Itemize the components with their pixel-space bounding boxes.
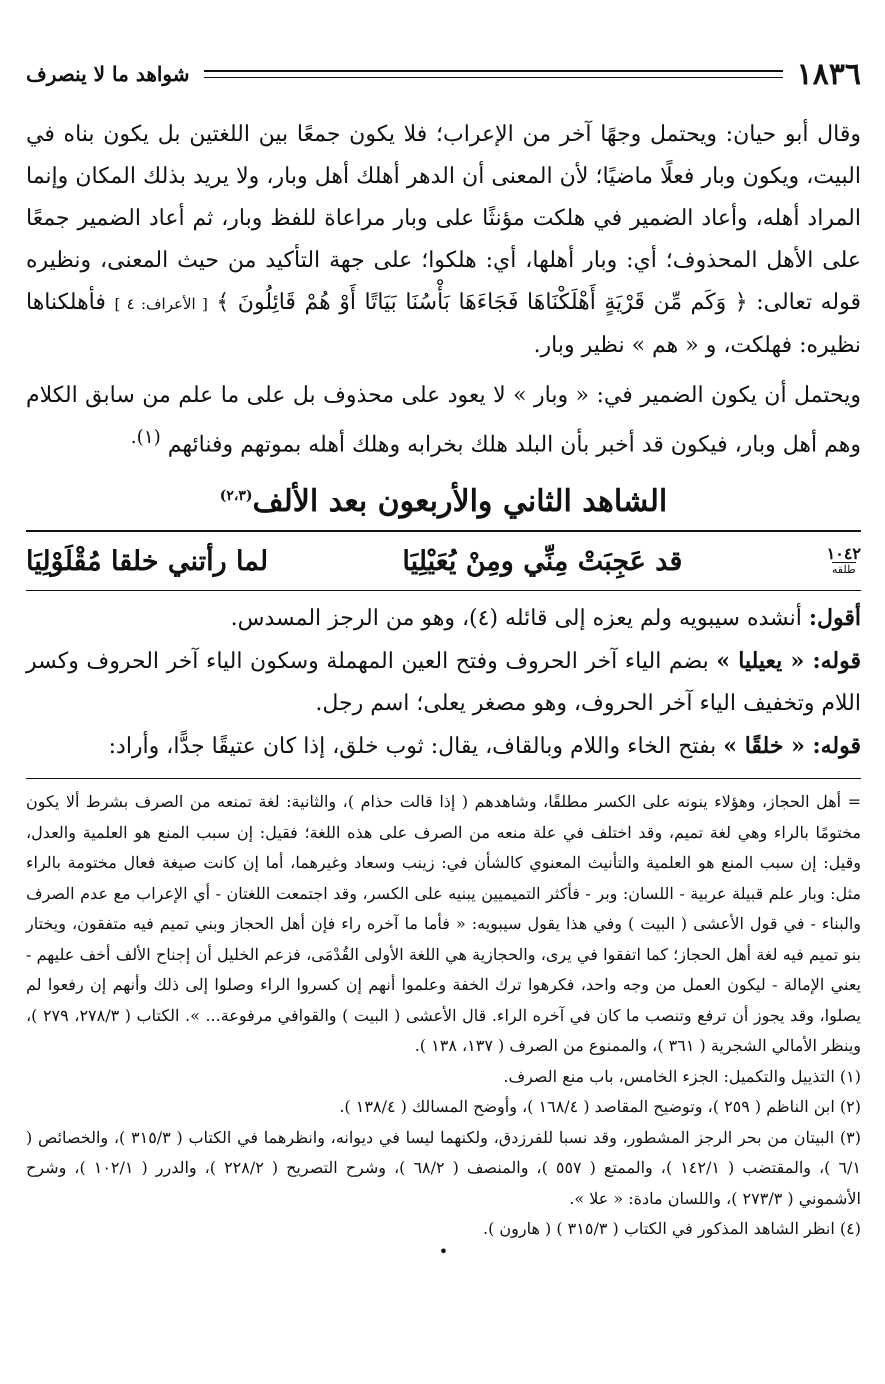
verse-bottom-rule	[26, 590, 861, 591]
footnote-continuation: = أهل الحجاز، وهؤلاء ينونه على الكسر مطلقًا، وشاهدهم ( إذا قالت حذام )، والثانية: لغة تمنعه من الصرف بشرط ألا يكون مختومًا بالراء وهي لغة تميم، وقد اختلف في علة منعه من الصرف على هذه اللغة؛ فقيل: إن سبب المنع هو العلمية والعدل، وقيل: إن سبب المنع هو العلمية والتأنيث المعنوي كالشأن في: زينب وسعاد وغيرهما، أما إن كانت صيغة فعال مختومة بالراء مثل: وبار علم قبيلة عربية - اللسان: وبر - فأكثر التميميين يبنيه على الكسر، وقد اجتمعت اللغتان - أي الإعراب مع عدم الصرف والبناء - في قول الأعشى ( البيت ) وفي هذا يقول سيبويه: « فأما ما آخره راء فإن أهل الحجاز وبني تميم فيه متفقون، ويختار بنو تميم فيه لغة أهل الحجاز؛ كما اتفقوا في يرى، والحجازية هي اللغة الأولى القُدْمَى، فزعم الخليل أن إجناح الألف أخف عليهم - يعني الإمالة - ليكون العمل من وجه واحد، فكرهوا ترك الخفة وعلموا أنهم إن كسروا الراء وصلوا إلى ذلك وأنهم إن رفعوا لم يصلوا، وقد يجوز أن ترفع وتنصب ما كان في آخره الراء. قال الأعشى ( البيت ) والقوافي مرفوعة... ». الكتاب ( ٢٧٨/٣، ٢٧٩ )، وينظر الأمالي الشجرية ( ٣٦١ )، والممنوع من الصرف ( ١٣٧، ١٣٨ ).	[26, 792, 862, 1056]
verse-meter: طلقه	[831, 562, 856, 576]
footnote-4: (٤) انظر الشاهد المذكور في الكتاب ( ٣١٥/٣ ) ( هارون ).	[482, 1219, 861, 1239]
section-heading	[26, 474, 861, 524]
book-page	[26, 0, 861, 1384]
commentary-text: بفتح الخاء واللام وبالقاف، يقال: ثوب خلق، إذا كان عتيقًا جدًّا، وأراد:	[108, 734, 717, 760]
footnotes-rule	[26, 778, 861, 779]
paragraph-text: ويحتمل أن يكون الضمير في: « وبار » لا يعود على محذوف بل على ما علم من سابق الكلام وهم أهل وبار، فيكون قد أخبر بأن البلد هلك بخرابه وهلك أهله بموتهم وفنائهم	[26, 383, 861, 458]
paragraph-gap	[26, 367, 861, 375]
section-title: الشاهد الثاني والأربعون بعد الألف	[252, 484, 668, 520]
quran-reference: [ الأعراف: ٤ ]	[114, 295, 208, 313]
paragraph-text-end: فأهلكناها نظيره: فهلكت، و « هم » نظير وبار.	[26, 290, 861, 358]
section-footnote-markers: (٢،٣)	[219, 488, 253, 505]
paragraph-abu-hayyan	[26, 114, 861, 367]
commentary-label: قوله: « خلقًا »	[723, 733, 861, 760]
footnote-marker: (١).	[130, 427, 161, 448]
commentary-label: أقول:	[808, 605, 861, 632]
footnotes	[26, 787, 861, 1245]
quran-verse: ﴿ وَكَم مِّن قَرْيَةٍ أَهْلَكْنَاهَا فَجَاءَهَا بَأْسُنَا بَيَاتًا أَوْ هُمْ قَائِلُونَ ﴾	[216, 290, 748, 315]
commentary-aqul	[26, 597, 861, 640]
running-title: شواهد ما لا ينصرف	[26, 62, 190, 86]
commentary-yuayliya	[26, 640, 861, 725]
commentary-label: قوله: « يعيليا »	[716, 648, 861, 675]
verse-number-block	[826, 543, 861, 577]
commentary-text: أنشده سيبويه ولم يعزه إلى قائله (٤)، وهو من الرجز المسدس.	[230, 606, 802, 632]
footnote-3: (٣) البيتان من بحر الرجز المشطور، وقد نسبا للفرزدق، ولكنهما ليسا في ديوانه، وانظرهما في الكتاب ( ٣١٥/٣ )، والخصائص ( ٦/١ )، والمقتضب ( ١٤٢/١ )، والممتع ( ٥٥٧ )، والمنصف ( ٦٨/٢ )، وشرح التصريح ( ٢٢٨/٢ )، والدرر ( ١٠٢/١ )، وشرح الأشموني ( ٢٧٣/٣ )، واللسان مادة: « علا ».	[26, 1127, 862, 1208]
verse-number: ١٠٤٢	[826, 543, 861, 563]
footnote-2: (٢) ابن الناظم ( ٢٥٩ )، وتوضيح المقاصد ( ١٦٨/٤ )، وأوضح المسالك ( ١٣٨/٤ ).	[339, 1097, 861, 1117]
paragraph-second-reading	[26, 375, 861, 466]
main-text	[26, 114, 861, 1259]
paragraph-text: وقال أبو حيان: ويحتمل وجهًا آخر من الإعراب؛ فلا يكون جمعًا بين اللغتين بل يكون بناه في البيت، ويكون وبار فعلًا ماضيًا؛ لأن المعنى أن الدهر أهلك أهل وبار، ولا يريد بذلك المكان وإنما المراد أهله، وأعاد الضمير في هلكت مؤنثًا على وبار مراعاة للفظ وبار، ثم أعاد الضمير جمعًا على الأهل المحذوف؛ أي: وبار أهلها، أي: هلكوا؛ على جهة التأكيد من حيث المعنى، ونظيره قوله تعالى:	[26, 122, 862, 315]
verse-second-hemistich: لما رأتني خلقا مُقْلَوْلِيَا	[26, 545, 269, 577]
poetry-verse	[26, 532, 861, 590]
page-number: ١٨٣٦	[796, 56, 861, 92]
commentary-text: بضم الياء آخر الحروف وفتح العين المهملة وسكون الياء آخر الحروف وكسر اللام وتخفيف الياء آخر الحروف، وهو مصغر يعلى؛ اسم رجل.	[26, 649, 861, 717]
page-dot: •	[438, 1241, 449, 1261]
commentary-khalaqan	[26, 725, 861, 768]
footnote-1: (١) التذييل والتكميل: الجزء الخامس، باب منع الصرف.	[503, 1066, 861, 1086]
page-header	[26, 54, 861, 94]
verse-first-hemistich: قد عَجِبَتْ مِنِّي ومِنْ يُعَيْلِيَا	[402, 545, 683, 577]
header-rule	[204, 70, 783, 78]
